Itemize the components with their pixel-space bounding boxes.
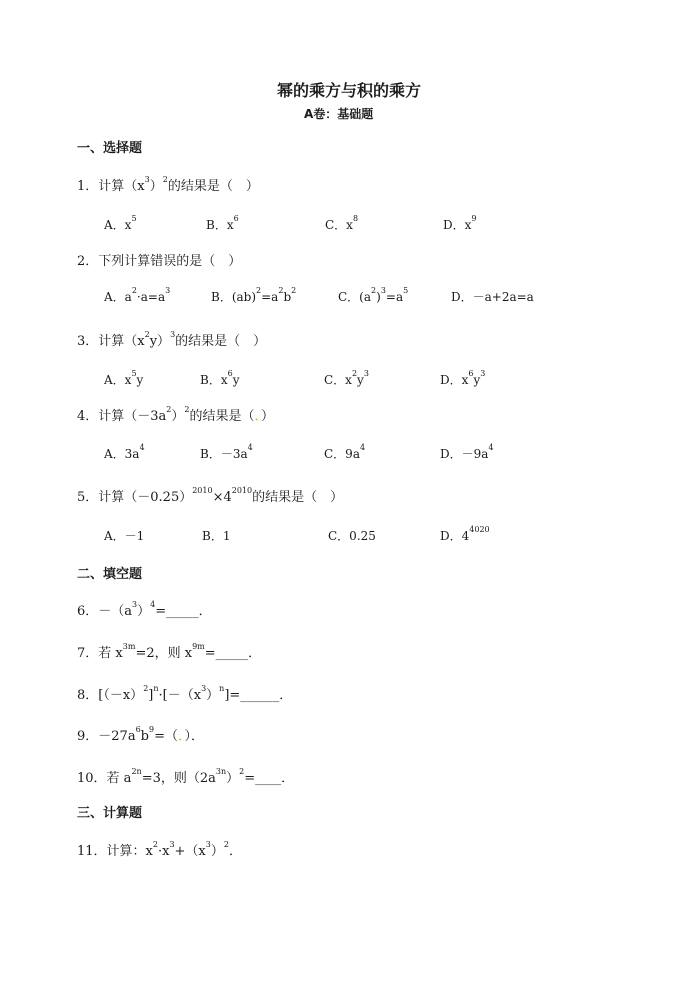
q1-option-a: A．$x^5$ bbox=[104, 214, 137, 232]
question-11: 11．计算：$x^2\cdot x^3+(x^3)^2$． bbox=[77, 840, 242, 859]
question-8: 8．$[(-x)^2]^n\cdot[-(x^3)^n]=\_\_\_\_\_\_$． bbox=[77, 684, 293, 703]
q4-option-a: A．$3a^4$ bbox=[104, 443, 145, 461]
question-6: 6．$-(a^3)^4=\_\_\_\_\_$． bbox=[77, 600, 212, 619]
question-10: 10．若 $a^{2n}=3$，则$(2a^{3n})^2=\_\_\_\_$． bbox=[77, 767, 295, 786]
question-7: 7．若 $x^{3m}=2$，则 $x^{9m}=\_\_\_\_\_$． bbox=[77, 642, 262, 661]
section-heading-choice: 一、选择题 bbox=[77, 141, 143, 156]
q3-option-d: D．$x^6y^3$ bbox=[440, 369, 486, 387]
question-5: 5．计算$(-0.25)^{2010}\times 4^{2010}$的结果是（ ） bbox=[77, 486, 344, 505]
q2-option-d: D．－a+2a=a bbox=[451, 290, 534, 304]
q5-option-d: D．$4^{4020}$ bbox=[440, 525, 490, 543]
q5-option-a: A．－1 bbox=[104, 529, 145, 543]
q1-option-c: C．$x^8$ bbox=[325, 214, 359, 232]
q5-option-b: B．1 bbox=[202, 529, 231, 543]
question-9: 9．$-27a^6b^9=$（．）． bbox=[77, 725, 205, 744]
q3-option-b: B．$x^6y$ bbox=[200, 369, 240, 387]
page-subtitle: A卷：基础题 bbox=[304, 107, 374, 121]
question-4: 4．计算$(-3a^2)^2$的结果是（．） bbox=[77, 405, 275, 424]
page-title: 幂的乘方与积的乘方 bbox=[277, 81, 422, 100]
q2-option-c: C．$(a^2)^3=a^5$ bbox=[338, 286, 409, 304]
q4-option-d: D．$-9a^4$ bbox=[440, 443, 494, 461]
question-3: 3．计算$(x^2y)^3$的结果是（ ） bbox=[77, 330, 267, 349]
q4-option-c: C．$9a^4$ bbox=[324, 443, 366, 461]
q3-option-c: C．$x^2y^3$ bbox=[324, 369, 369, 387]
section-heading-fill: 二、填空题 bbox=[77, 567, 143, 582]
q2-option-b: B．$(ab)^2=a^2b^2$ bbox=[211, 286, 297, 304]
q1-option-b: B．$x^6$ bbox=[206, 214, 239, 232]
q1-option-d: D．$x^9$ bbox=[443, 214, 477, 232]
q5-option-c: C．0.25 bbox=[328, 529, 376, 543]
question-1: 1．计算$(x^3)^2$的结果是（ ） bbox=[77, 175, 259, 194]
q4-option-b: B．$-3a^4$ bbox=[200, 443, 253, 461]
section-heading-calc: 三、计算题 bbox=[77, 806, 143, 821]
q3-option-a: A．$x^5y$ bbox=[104, 369, 144, 387]
question-2: 2．下列计算错误的是（ ） bbox=[77, 254, 242, 269]
q2-option-a: A．$a^2\cdot a=a^3$ bbox=[104, 286, 171, 304]
